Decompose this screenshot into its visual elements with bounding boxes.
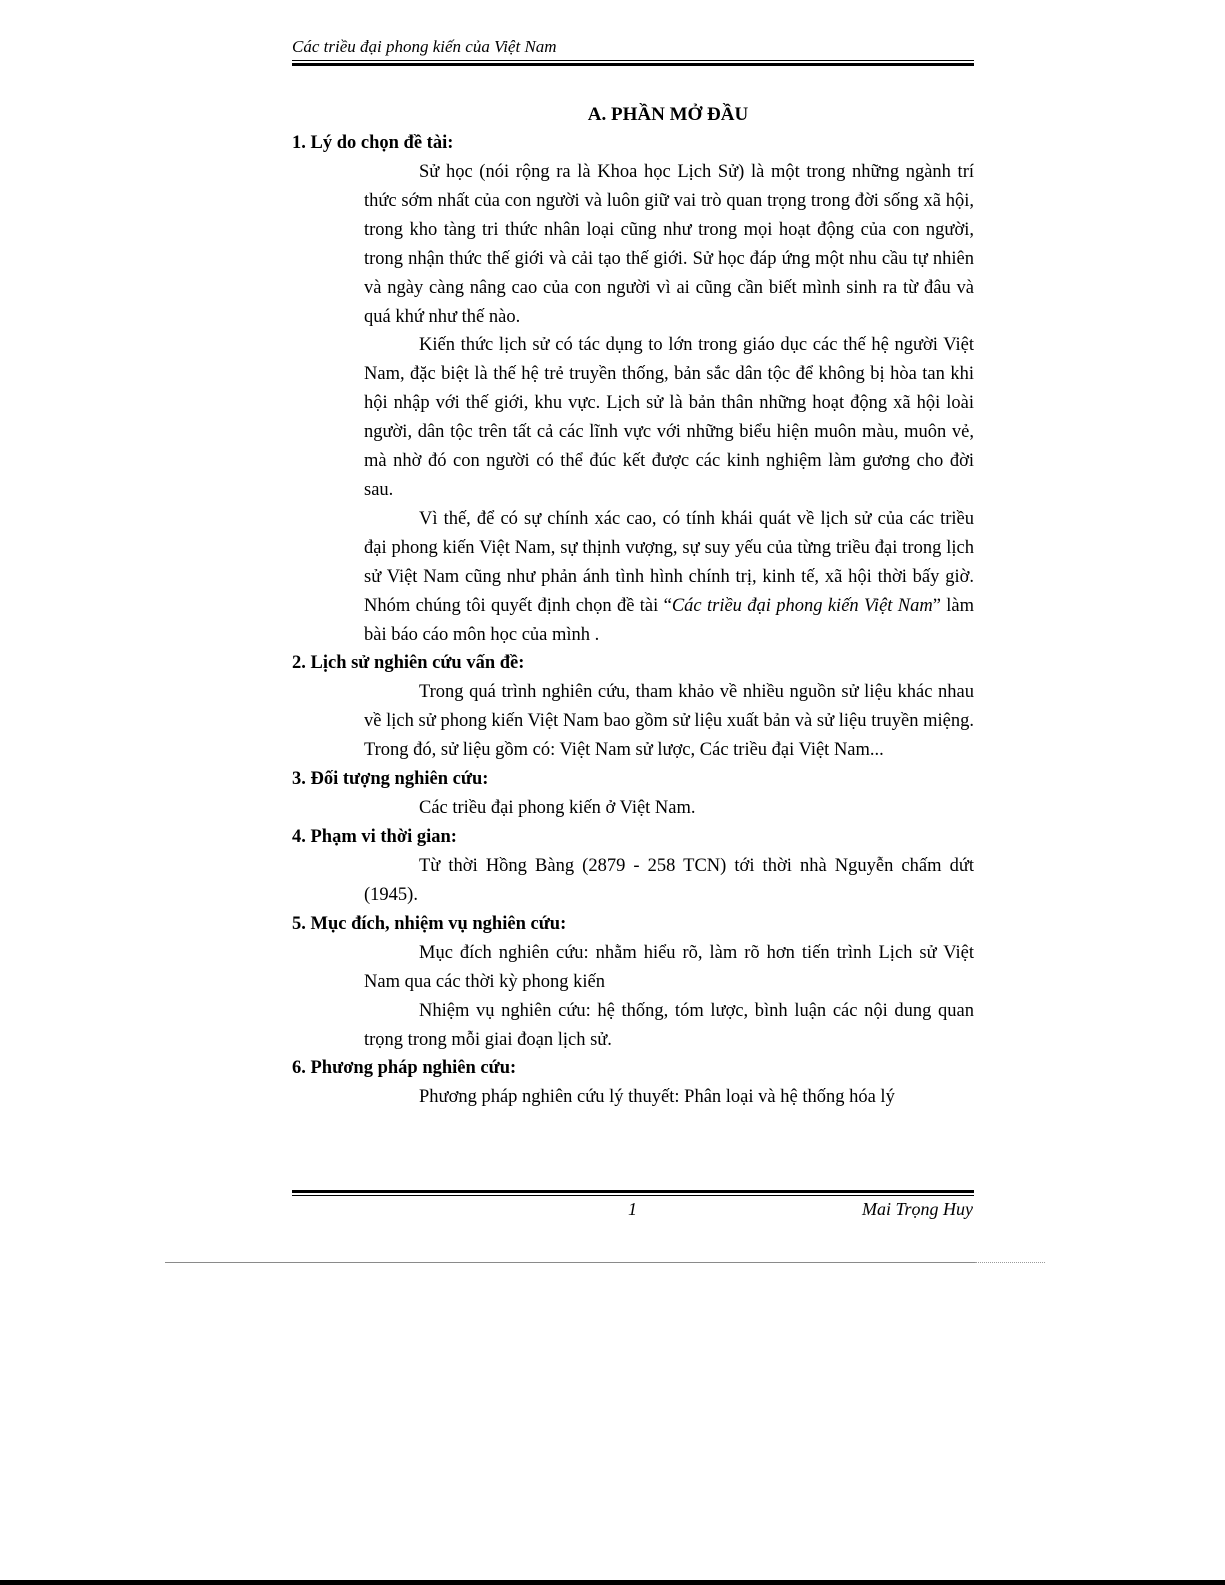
next-page-edge [0,1580,1225,1585]
paragraph: Nhiệm vụ nghiên cứu: hệ thống, tóm lược, bình luận các nội dung quan trọng trong mỗi giai đoạn lịch sử. [364,1000,974,1050]
footer-author: Mai Trọng Huy [861,1199,973,1219]
section-heading-5: 5. Mục đích, nhiệm vụ nghiên cứu: [292,913,567,934]
header-rule-thick [292,63,974,66]
document-body [292,100,974,1112]
section-heading-6: 6. Phương pháp nghiên cứu: [292,1058,517,1079]
page-number: 1 [628,1199,637,1219]
paragraph: Mục đích nghiên cứu: nhằm hiểu rõ, làm rõ hơn tiến trình Lịch sử Việt Nam qua các thời kỳ phong kiến [364,942,974,992]
paragraph-text: ” làm bài báo cáo môn học của mình . [364,595,975,645]
paragraph: Kiến thức lịch sử có tác dụng to lớn trong giáo dục các thế hệ người Việt Nam, đặc biệt là thế hệ trẻ truyền thống, bản sắc dân tộc để không bị hòa tan khi hội nhập với thế giới, khu vực. Lịch sử là bản thân những hoạt động xã hội loài người, dân tộc trên tất cả các lĩnh vực với những biểu hiện muôn màu, muôn vẻ, mà nhờ đó con người có thể đúc kết được các kinh nghiệm làm gương cho đời sau. [364,335,974,500]
paragraph: Sử học (nói rộng ra là Khoa học Lịch Sử) là một trong những ngành trí thức sớm nhất của con người và luôn giữ vai trò quan trọng trong đời sống xã hội, trong kho tàng tri thức nhân loại cũng như trong mọi hoạt động của con người, trong nhận thức thế giới và cải tạo thế giới. Sử học đáp ứng một nhu cầu tự nhiên và ngày càng nâng cao của con người vì ai cũng cần biết mình sinh ra từ đâu và quá khứ như thế nào. [364,162,974,327]
section-heading-3: 3. Đối tượng nghiên cứu: [292,769,489,790]
footer-rule-thick [292,1190,974,1193]
paragraph: Các triều đại phong kiến ở Việt Nam. [419,798,696,819]
paragraph: Trong quá trình nghiên cứu, tham khảo về nhiều nguồn sử liệu khác nhau về lịch sử phong kiến Việt Nam bao gồm sử liệu xuất bản và sử liệu truyền miệng. Trong đó, sử liệu gồm có: Việt Nam sử lược, Các triều đại Việt Nam... [364,682,974,761]
page-separator [165,1262,975,1263]
page-separator-dots [975,1262,1045,1263]
paragraph: Từ thời Hồng Bàng (2879 - 258 TCN) tới thời nhà Nguyễn chấm dứt (1945). [364,856,974,905]
section-heading-4: 4. Phạm vi thời gian: [292,827,457,848]
footer-rule-thin [292,1195,974,1196]
page-header-title: Các triều đại phong kiến của Việt Nam [292,37,557,56]
header-rule-thin [292,60,974,61]
paragraph [364,505,974,650]
topic-title-italic: Các triều đại phong kiến Việt Nam [671,595,933,616]
paragraph-text: Vì thế, để có sự chính xác cao, có tính khái quát về lịch sử của các triều đại phong kiến Việt Nam, sự thịnh vượng, sự suy yếu của từng triều đại trong lịch sử Việt Nam cũng như phản ánh tình hình chính trị, kinh tế, xã hội thời bấy giờ. Nhóm chúng tôi quyết định chọn đề tài “ [364,508,974,616]
paragraph: Phương pháp nghiên cứu lý thuyết: Phân loại và hệ thống hóa lý [419,1087,895,1108]
section-heading-2: 2. Lịch sử nghiên cứu vấn đề: [292,653,525,674]
main-title: A. PHẦN MỞ ĐẦU [587,104,749,125]
section-heading-1: 1. Lý do chọn đề tài: [292,133,454,153]
